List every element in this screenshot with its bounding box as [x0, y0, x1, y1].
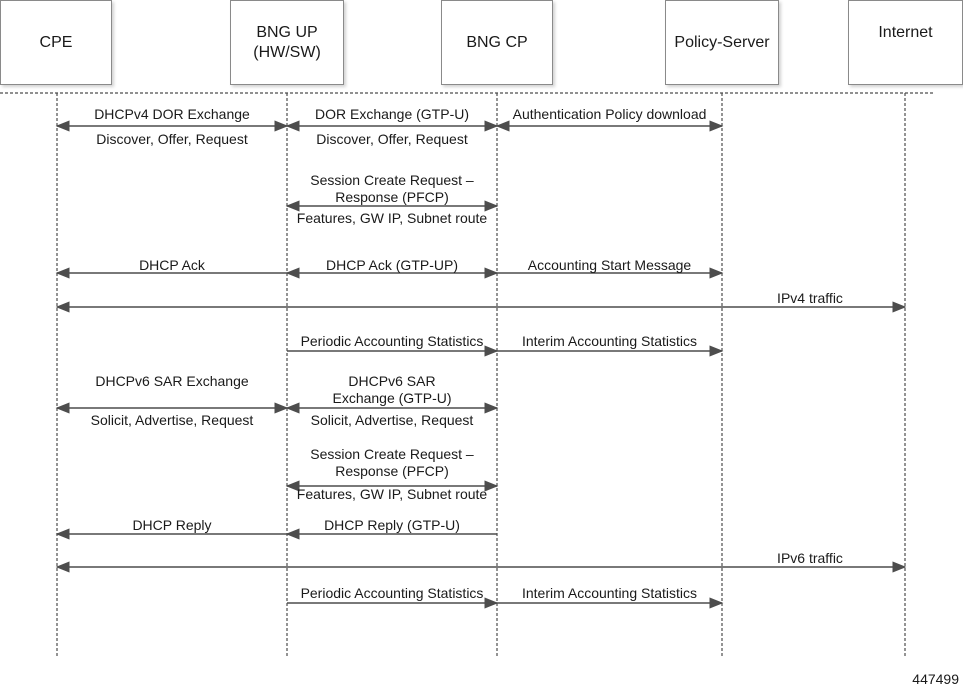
message-label: Periodic Accounting Statistics [300, 333, 484, 349]
participant-bngup [230, 0, 344, 85]
message-label: IPv6 traffic [777, 550, 843, 566]
message-label: DHCP Ack [139, 257, 205, 273]
participant-internet [848, 0, 963, 85]
message-label: IPv4 traffic [777, 290, 843, 306]
message-sublabel: Features, GW IP, Subnet route [296, 210, 488, 226]
message-label: Authentication Policy download [512, 106, 707, 122]
message-sublabel: Discover, Offer, Request [96, 131, 248, 147]
message-label: Interim Accounting Statistics [521, 333, 698, 349]
message-sublabel: Features, GW IP, Subnet route [296, 486, 488, 502]
participant-label: BNG UP (HW/SW) [253, 23, 321, 61]
message-sublabel: Discover, Offer, Request [316, 131, 468, 147]
participant-label: CPE [39, 33, 73, 51]
participant-policy [665, 0, 779, 85]
message-label: DOR Exchange (GTP-U) [314, 106, 470, 122]
message-label: DHCPv4 DOR Exchange [94, 106, 250, 122]
participant-cpe [0, 0, 112, 85]
message-label: Session Create Request – Response (PFCP) [310, 172, 474, 205]
message-label: DHCP Reply (GTP-U) [324, 517, 460, 533]
message-label: DHCP Ack (GTP-UP) [326, 257, 458, 273]
message-label: DHCP Reply [132, 517, 212, 533]
figure-id: 447499 [912, 671, 959, 687]
participant-label: Internet [878, 24, 933, 41]
message-sublabel: Solicit, Advertise, Request [310, 412, 474, 428]
message-label: DHCPv6 SAR Exchange [95, 373, 249, 389]
message-label: Interim Accounting Statistics [521, 585, 698, 601]
participant-label: BNG CP [466, 33, 528, 51]
participant-label: Policy-Server [674, 33, 770, 51]
message-sublabel: Solicit, Advertise, Request [90, 412, 254, 428]
message-label: Session Create Request – Response (PFCP) [310, 446, 474, 479]
participant-bngcp [441, 0, 553, 85]
message-label: Accounting Start Message [527, 257, 692, 273]
message-label: DHCPv6 SAR Exchange (GTP-U) [332, 373, 452, 406]
message-label: Periodic Accounting Statistics [300, 585, 484, 601]
